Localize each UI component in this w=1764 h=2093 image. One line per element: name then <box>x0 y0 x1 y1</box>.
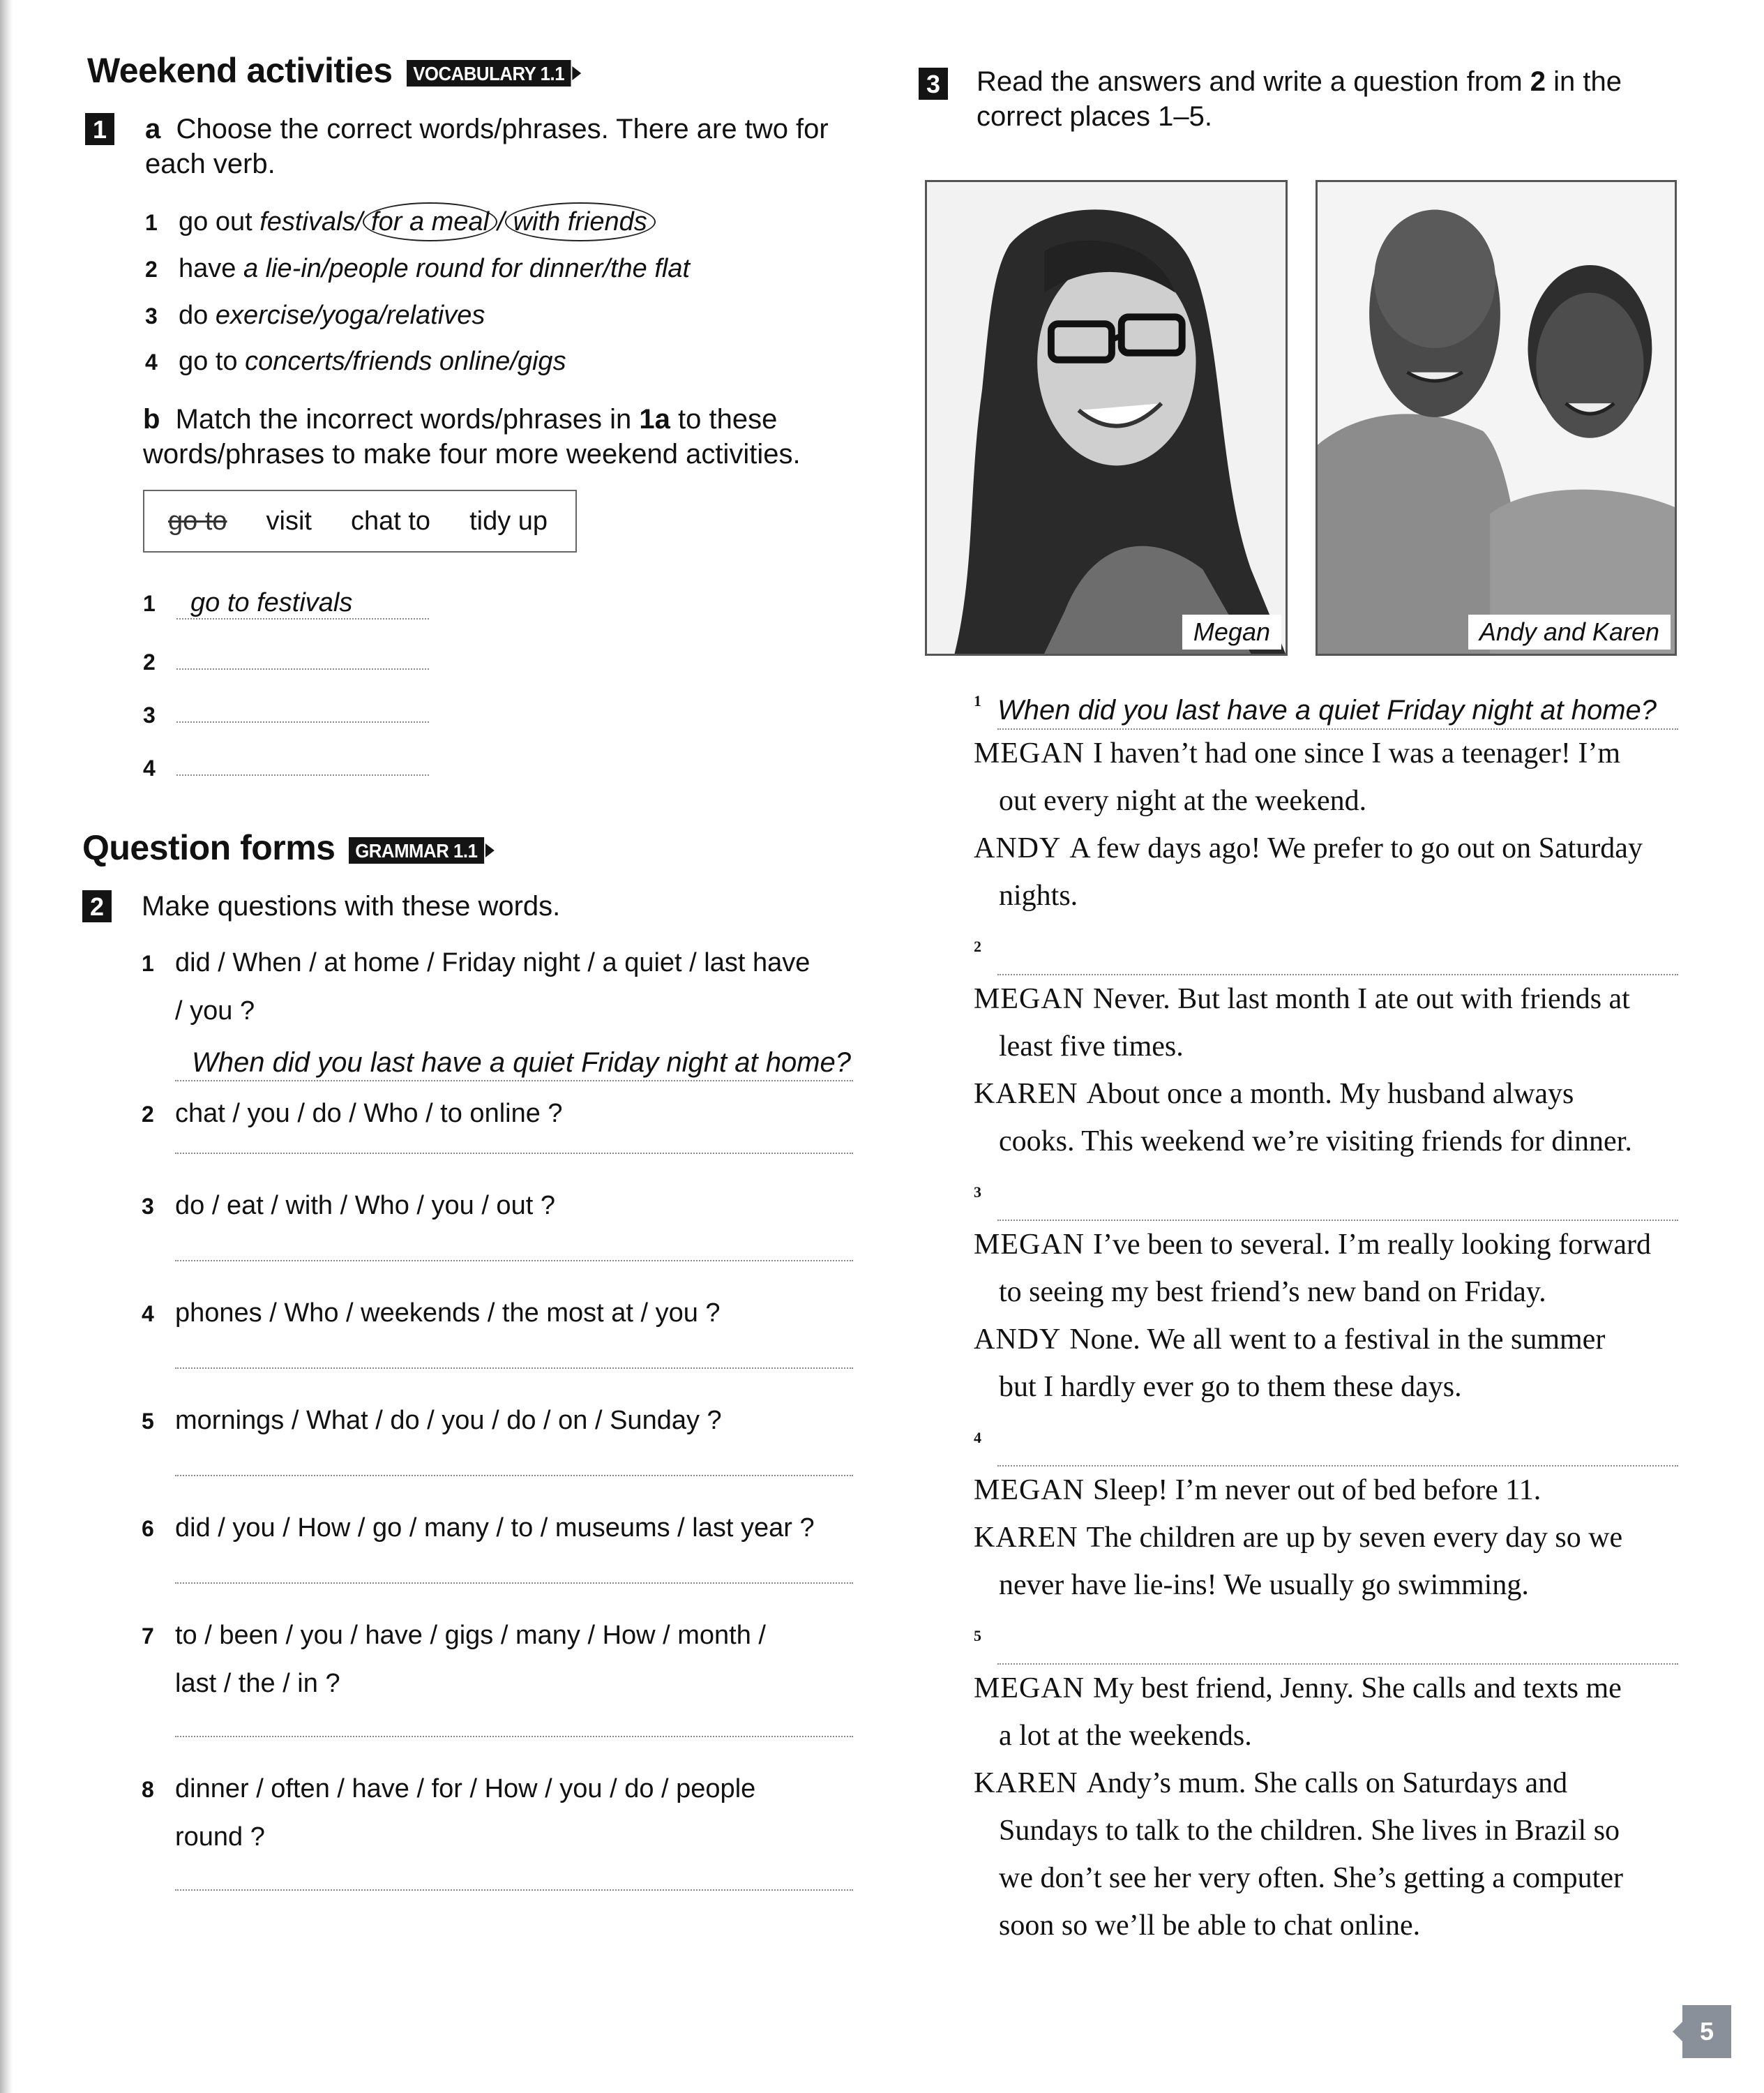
answer-field[interactable] <box>175 1259 853 1261</box>
ex1a-item-2: 2 have a lie-in/people round for dinner/the flat <box>145 254 691 283</box>
answer-field[interactable] <box>175 1366 853 1369</box>
page-edge-shadow <box>0 0 13 2093</box>
answer-field[interactable] <box>175 1734 853 1737</box>
dialogue-block-1 <box>974 689 1678 920</box>
speech-continuation: we don’t see her very often. She’s getting a computer <box>999 1862 1623 1894</box>
question-row <box>974 689 1678 730</box>
question-item-1: 1 did / When / at home / Friday night / a quiet / last have / you ? <box>142 948 811 1026</box>
speaker-name: MEGAN <box>974 983 1085 1015</box>
dialogue-line <box>974 1514 1678 1561</box>
speaker-name: ANDY <box>974 832 1062 864</box>
question-row <box>974 1624 1678 1665</box>
answer-field[interactable]: When did you last have a quiet Friday night at home? <box>175 1045 853 1081</box>
exercise-3-instruction: Read the answers and write a question from 2 in the correct places 1–5. <box>977 66 1622 132</box>
circled-answer[interactable]: with friends <box>505 202 656 241</box>
speaker-name: MEGAN <box>974 1474 1085 1506</box>
speech-continuation: out every night at the weekend. <box>999 785 1367 817</box>
word-box-item: chat to <box>350 506 431 536</box>
dialogue-line <box>974 1466 1678 1514</box>
question-item-8: 8 dinner / often / have / for / How / you / do / people round ? <box>142 1774 756 1852</box>
dialogue-line <box>974 1221 1678 1268</box>
grammar-tag: GRAMMAR 1.1 <box>349 837 484 864</box>
word-box-item: visit <box>266 506 312 536</box>
question-answer-field[interactable] <box>997 1627 1678 1665</box>
ex1b-answer-1: 1 go to festivals <box>143 587 429 620</box>
dialogue-list <box>974 689 1678 1949</box>
answer-field[interactable] <box>175 1151 853 1154</box>
dialogue-block-2 <box>974 935 1678 1165</box>
speech-continuation: cooks. This weekend we’re visiting friends for dinner. <box>999 1125 1632 1157</box>
answer-field[interactable] <box>175 1888 853 1891</box>
question-item-7: 7 to / been / you / have / gigs / many / How / month / last / the / in ? <box>142 1621 766 1698</box>
speaker-name: MEGAN <box>974 1672 1085 1704</box>
page-number-badge: 5 <box>1682 2005 1731 2058</box>
question-number: 4 <box>974 1429 981 1446</box>
speech-continuation: soon so we’ll be able to chat online. <box>999 1910 1421 1942</box>
dialogue-line <box>974 1760 1678 1807</box>
speech-text: A few days ago! We prefer to go out on Saturday <box>1069 832 1643 864</box>
question-row <box>974 1180 1678 1221</box>
speech-continuation: but I hardly ever go to them these days. <box>999 1371 1462 1403</box>
speech-continuation: a lot at the weekends. <box>999 1720 1252 1752</box>
photo-caption: Andy and Karen <box>1468 615 1671 650</box>
exercise-2-instruction: Make questions with these words. <box>142 891 561 922</box>
speech-continuation: to seeing my best friend’s new band on Friday. <box>999 1276 1546 1308</box>
exercise-1-number: 1 <box>85 113 114 145</box>
exercise-1b-instruction: b Match the incorrect words/phrases in 1a to these words/phrases to make four more weekend activities. <box>143 404 801 470</box>
speech-text: I haven’t had one since I was a teenager! I’m <box>1093 737 1621 770</box>
speaker-name: KAREN <box>974 1078 1078 1110</box>
word-box-item: go to <box>168 506 227 536</box>
question-number: 1 <box>974 692 981 710</box>
speech-text: Never. But last month I ate out with friends at <box>1093 983 1630 1015</box>
circled-answer[interactable]: for a meal <box>363 202 497 241</box>
speech-text: Andy’s mum. She calls on Saturdays and <box>1086 1767 1568 1799</box>
speech-text: My best friend, Jenny. She calls and texts me <box>1093 1672 1622 1704</box>
question-answer-field[interactable] <box>997 1183 1678 1221</box>
question-list <box>142 939 853 1891</box>
question-item-2: 2 chat / you / do / Who / to online ? <box>142 1099 563 1128</box>
answer-field[interactable] <box>176 747 429 776</box>
speech-text: The children are up by seven every day so we <box>1086 1522 1623 1554</box>
speech-text: I’ve been to several. I’m really looking forward <box>1093 1229 1652 1261</box>
speech-continuation: never have lie-ins! We usually go swimming. <box>999 1569 1529 1601</box>
dialogue-line <box>974 975 1678 1023</box>
question-number: 5 <box>974 1627 981 1644</box>
question-answer-field[interactable]: When did you last have a quiet Friday night at home? <box>997 692 1678 730</box>
dialogue-line <box>974 730 1678 777</box>
couple-portrait-illustration <box>1318 182 1675 654</box>
speech-continuation: Sundays to talk to the children. She lives in Brazil so <box>999 1815 1620 1847</box>
ex1a-item-4: 4 go to concerts/friends online/gigs <box>145 347 566 376</box>
question-number: 3 <box>974 1183 981 1201</box>
speech-text: None. We all went to a festival in the summer <box>1069 1323 1606 1356</box>
answer-field[interactable] <box>175 1473 853 1476</box>
photo-megan <box>925 180 1288 656</box>
dialogue-block-4 <box>974 1426 1678 1609</box>
section-heading-question-forms <box>82 827 496 868</box>
dialogue-block-5 <box>974 1624 1678 1949</box>
exercise-1a-instruction: a Choose the correct words/phrases. There are two for each verb. <box>145 114 829 179</box>
speech-continuation: least five times. <box>999 1030 1184 1063</box>
question-row <box>974 1426 1678 1466</box>
answer-field[interactable] <box>175 1581 853 1584</box>
exercise-2-number: 2 <box>82 890 112 922</box>
dialogue-line <box>974 1070 1678 1118</box>
question-item-3: 3 do / eat / with / Who / you / out ? <box>142 1191 555 1220</box>
answer-field[interactable]: go to festivals <box>176 587 429 620</box>
word-box-item: tidy up <box>469 506 548 536</box>
speaker-name: KAREN <box>974 1767 1078 1799</box>
question-answer-field[interactable] <box>997 938 1678 975</box>
question-item-4: 4 phones / Who / weekends / the most at / you ? <box>142 1298 721 1328</box>
question-number: 2 <box>974 938 981 955</box>
section-title: Weekend activities <box>87 51 393 90</box>
vocabulary-tag: VOCABULARY 1.1 <box>407 60 571 87</box>
ex1b-answer-4: 4 <box>143 747 429 783</box>
question-row <box>974 935 1678 975</box>
ex1b-answer-2: 2 <box>143 640 429 677</box>
question-item-6: 6 did / you / How / go / many / to / museums / last year ? <box>142 1513 815 1543</box>
ex1a-item-3: 3 do exercise/yoga/relatives <box>145 301 485 330</box>
speaker-name: MEGAN <box>974 1229 1085 1261</box>
dialogue-block-3 <box>974 1180 1678 1411</box>
speaker-name: ANDY <box>974 1323 1062 1356</box>
answer-field[interactable] <box>176 693 429 723</box>
ex1a-item-1: 1 go out festivals/ for a meal / with friends <box>145 207 656 238</box>
speech-text: About once a month. My husband always <box>1086 1078 1574 1110</box>
photo-andy-and-karen <box>1316 180 1677 656</box>
word-box <box>143 490 577 553</box>
woman-portrait-illustration <box>927 182 1286 654</box>
speaker-name: KAREN <box>974 1522 1078 1554</box>
speech-text: Sleep! I’m never out of bed before 11. <box>1093 1474 1541 1506</box>
dialogue-line <box>974 825 1678 872</box>
dialogue-line <box>974 1665 1678 1712</box>
ex1b-answer-3: 3 <box>143 693 429 730</box>
speaker-name: MEGAN <box>974 737 1085 770</box>
photo-caption: Megan <box>1182 615 1281 650</box>
question-item-5: 5 mornings / What / do / you / do / on / Sunday ? <box>142 1406 722 1435</box>
answer-field[interactable] <box>176 640 429 670</box>
section-heading-weekend-activities <box>87 50 585 91</box>
speech-continuation: nights. <box>999 880 1078 912</box>
section-title: Question forms <box>82 828 336 867</box>
question-answer-field[interactable] <box>997 1429 1678 1466</box>
exercise-3-number: 3 <box>919 68 948 100</box>
dialogue-line <box>974 1316 1678 1363</box>
